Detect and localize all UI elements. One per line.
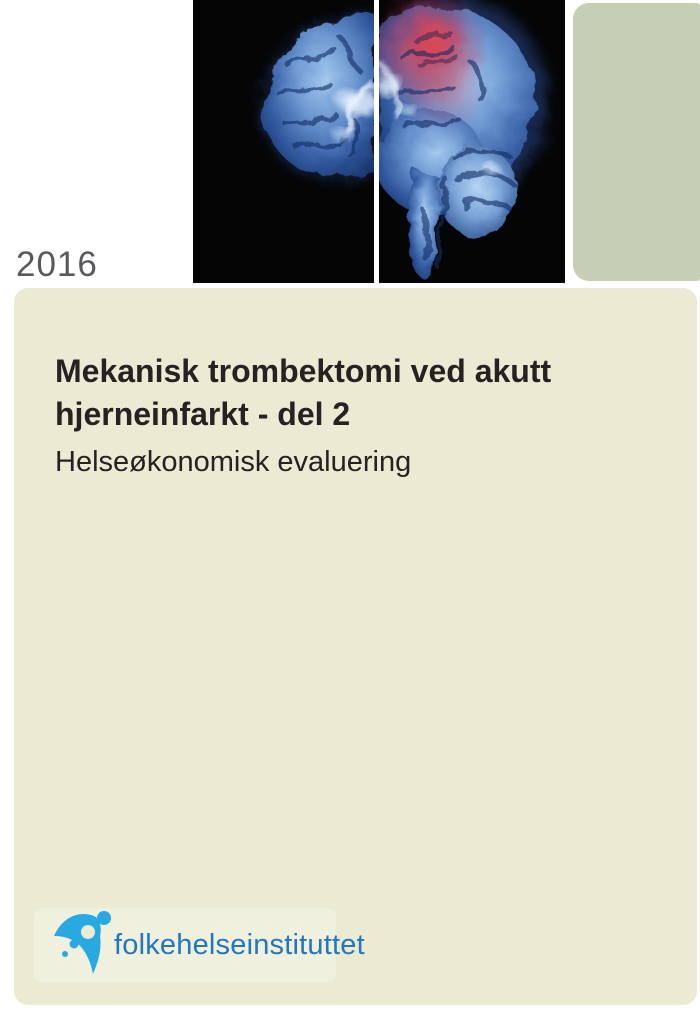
brain-mri-image — [193, 0, 565, 283]
fhi-logo-text: folkehelseinstituttet — [114, 928, 365, 961]
report-subtitle: Helseøkonomisk evaluering — [55, 446, 412, 478]
green-accent-panel — [573, 3, 700, 281]
cover-panel — [14, 288, 697, 1005]
fhi-swoosh-figure-icon — [48, 904, 112, 978]
year-label: 2016 — [16, 245, 98, 284]
report-title: Mekanisk trombektomi ved akutt hjerneinfarkt - del 2 — [55, 353, 552, 432]
fhi-logo — [48, 904, 365, 978]
